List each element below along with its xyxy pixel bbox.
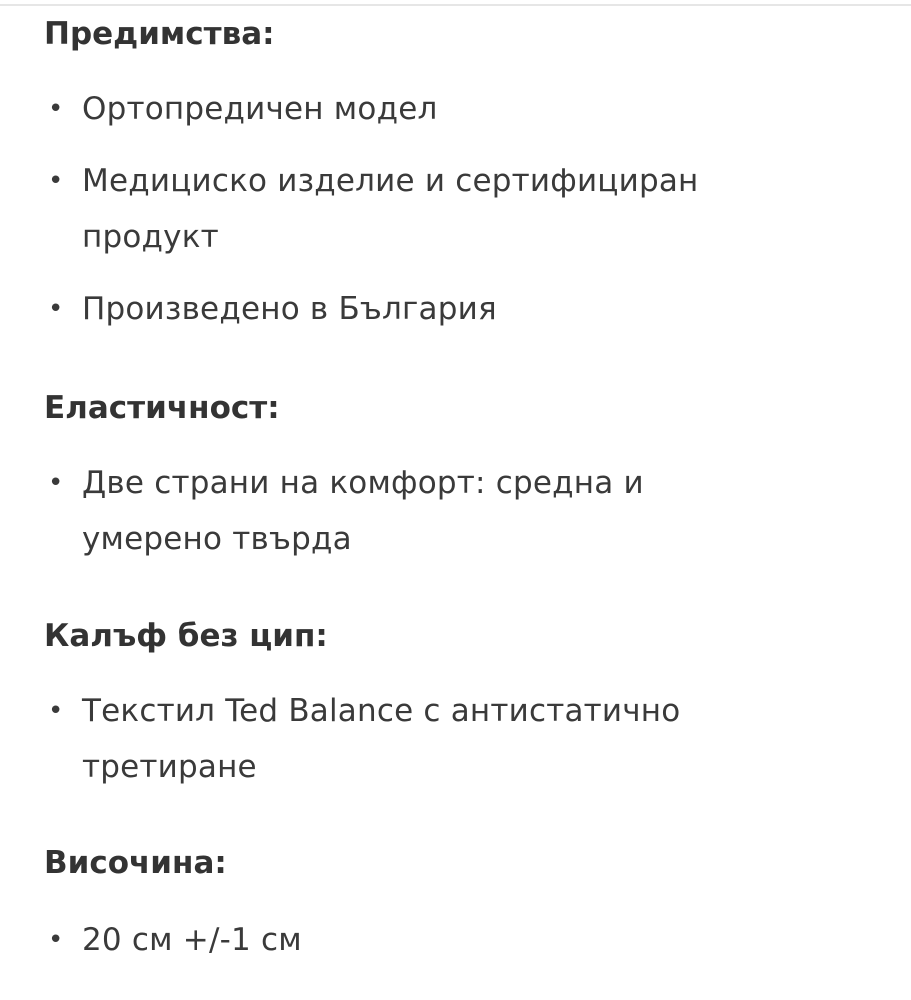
list-item [48, 281, 888, 337]
list-item [48, 455, 888, 567]
list-item-text: Произведено в България [82, 291, 497, 327]
section-heading-height: Височина: [44, 845, 227, 881]
list-item-text: 20 см +/-1 см [82, 922, 302, 958]
bullet-icon: • [48, 294, 64, 324]
list-item [48, 153, 888, 265]
top-divider [0, 4, 911, 6]
section-heading-elasticity: Еластичност: [44, 390, 280, 426]
section-heading-advantages: Предимства: [44, 16, 275, 52]
list-item-text: Медициско изделие и сертифициран продукт [82, 163, 699, 255]
list-item [48, 683, 888, 795]
section-heading-cover: Калъф без цип: [44, 618, 328, 654]
list-item-text: Две страни на комфорт: средна и умерено твърда [82, 465, 644, 557]
bullet-icon: • [48, 696, 64, 726]
list-item [48, 81, 888, 137]
bullet-icon: • [48, 166, 64, 196]
list-item-text: Ортопредичен модел [82, 91, 438, 127]
bullet-icon: • [48, 468, 64, 498]
list-item [48, 912, 888, 968]
bullet-icon: • [48, 925, 64, 955]
bullet-icon: • [48, 94, 64, 124]
list-item-text: Текстил Ted Balance с антистатично третиране [82, 693, 681, 785]
